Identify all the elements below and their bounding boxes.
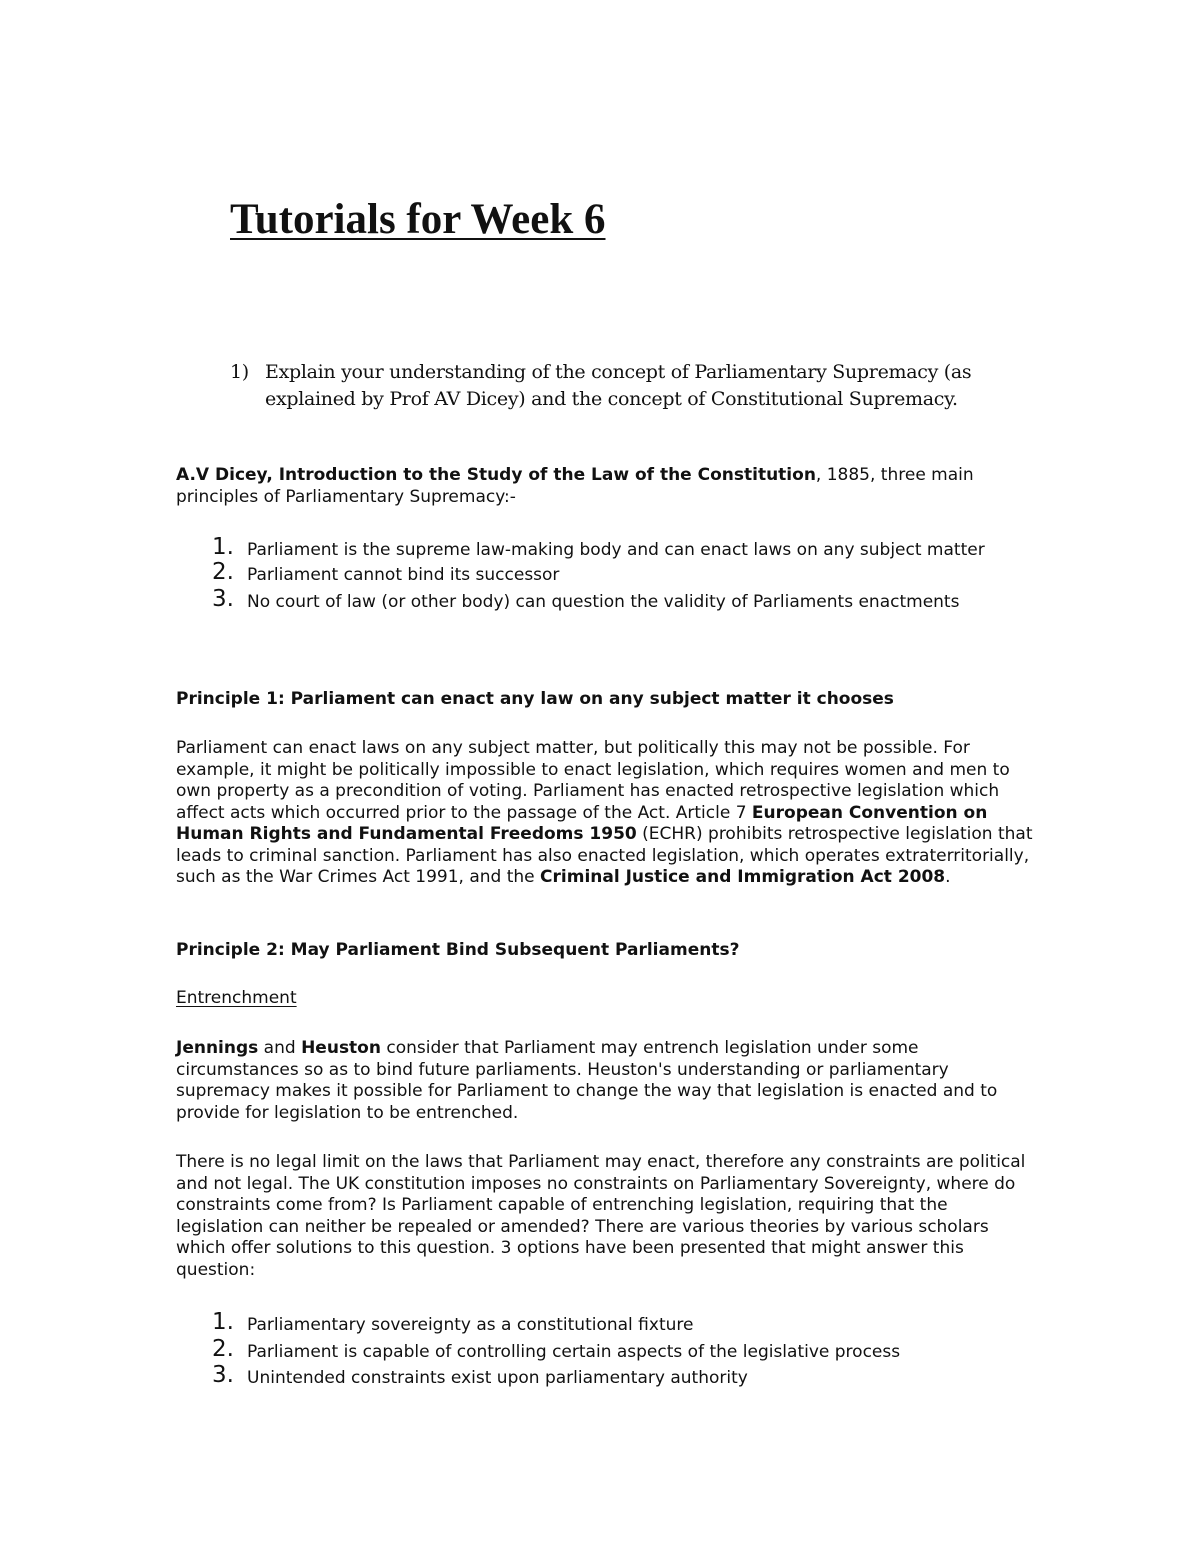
list-item xyxy=(176,586,1036,614)
list-number: 1. xyxy=(212,534,234,560)
jennings-paragraph-text: consider that Parliament may entrench legislation under some circumstances so as to bind future parliaments. Heuston's understanding or parliamentary supremacy makes it possible for Parliament to change the way that legislation is enacted and to provide for legislation to be entrenched. xyxy=(176,1038,998,1123)
list-text: Parliament cannot bind its successor xyxy=(247,564,560,585)
principle1-text-1: Parliament can enact laws on any subject matter, but politically this may not be possible. For example, it might be politically impossible to enact legislation, which requires women and men to own property as a precondition of voting. Parliament has enacted retrospective legislation which affect acts which occurred prior to the passage of the Act. Article 7 xyxy=(176,738,1010,823)
principle2-heading xyxy=(176,940,1036,962)
dicey-intro xyxy=(176,465,1036,508)
question-item xyxy=(230,359,1030,413)
entrenchment-subheading xyxy=(176,988,1036,1010)
page-title: Tutorials for Week 6 xyxy=(230,196,606,243)
list-number: 3. xyxy=(212,1362,234,1388)
principles-list xyxy=(176,534,1036,614)
cjia-title: Criminal Justice and Immigration Act 2008 xyxy=(540,867,946,887)
list-number: 3. xyxy=(212,586,234,612)
and-text: and xyxy=(258,1038,302,1058)
list-text: Unintended constraints exist upon parliamentary authority xyxy=(247,1368,748,1388)
jennings-paragraph xyxy=(176,1038,1036,1124)
list-number: 2. xyxy=(212,558,234,585)
jennings-name: Jennings xyxy=(176,1038,259,1058)
options-list xyxy=(176,1309,1036,1390)
dicey-intro-text: , 1885, three main principles of Parliamentary Supremacy:- xyxy=(176,465,974,507)
list-item xyxy=(176,558,1036,587)
list-text: Parliament is the supreme law-making body and can enact laws on any subject matter xyxy=(247,540,985,560)
entrenchment-text: Entrenchment xyxy=(176,988,297,1008)
list-item xyxy=(176,1335,1036,1364)
principle1-heading xyxy=(176,689,1036,711)
list-text: Parliamentary sovereignty as a constitutional fixture xyxy=(247,1315,694,1335)
principle1-paragraph xyxy=(176,738,1036,889)
list-text: No court of law (or other body) can question the validity of Parliaments enactments xyxy=(247,592,960,612)
echr-title: European Convention on Human Rights and Fundamental Freedoms 1950 xyxy=(176,802,988,844)
principle1-text-2: (ECHR) prohibits retrospective legislation that leads to criminal sanction. Parliament has also enacted legislation, which operates extraterritorially, such as the War Crimes Act 1991, and the xyxy=(176,824,1033,887)
question-text: Explain your understanding of the concept of Parliamentary Supremacy (as explained by Prof AV Dicey) and the concept of Constitutional Supremacy. xyxy=(265,361,972,410)
list-text: Parliament is capable of controlling certain aspects of the legislative process xyxy=(247,1341,901,1362)
question-number: 1) xyxy=(230,361,249,383)
constraints-text: There is no legal limit on the laws that Parliament may enact, therefore any constraints are political and not legal. The UK constitution imposes no constraints on Parliamentary Sovereignty, where do constraints come from? Is Parliament capable of entrenching legislation, requiring that the legislation can neither be repealed or amended? There are various theories by various scholars which offer solutions to this question. 3 options have been presented that might answer this question: xyxy=(176,1152,1026,1280)
principle1-heading-text: Principle 1: Parliament can enact any law on any subject matter it chooses xyxy=(176,689,894,709)
list-item xyxy=(176,1309,1036,1337)
dicey-book-title: A.V Dicey, Introduction to the Study of the Law of the Constitution xyxy=(176,465,816,485)
heuston-name: Heuston xyxy=(301,1038,381,1058)
principle2-heading-text: Principle 2: May Parliament Bind Subsequent Parliaments? xyxy=(176,940,740,960)
constraints-paragraph xyxy=(176,1152,1036,1281)
list-item xyxy=(176,534,1036,562)
list-number: 2. xyxy=(212,1335,234,1362)
principle1-text-3: . xyxy=(945,867,951,887)
list-number: 1. xyxy=(212,1309,234,1335)
list-item xyxy=(176,1362,1036,1390)
